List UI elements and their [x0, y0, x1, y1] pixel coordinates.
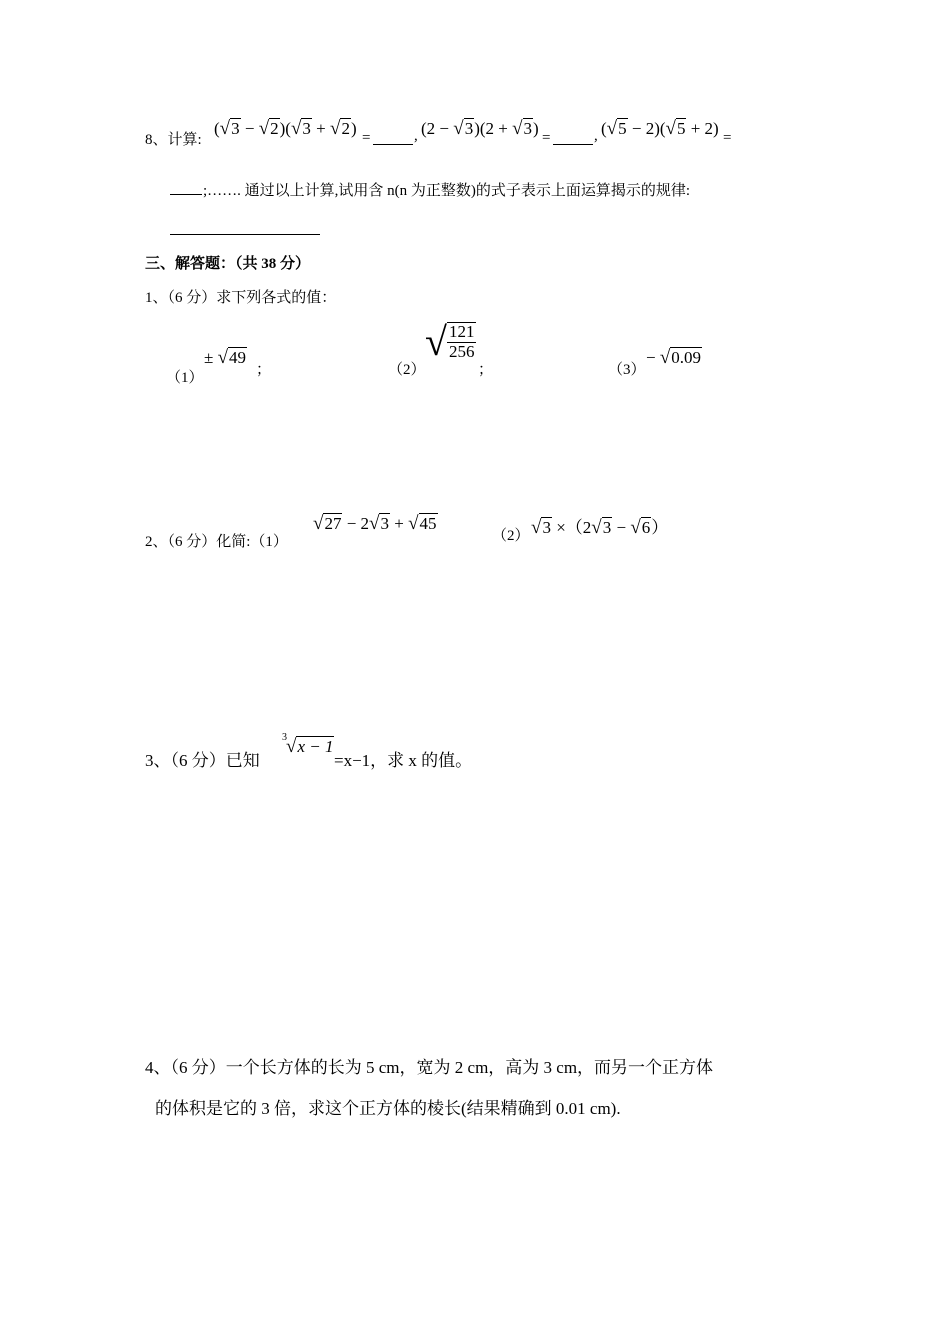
problem-1-part-2-label: （2）: [388, 362, 426, 378]
problem-1-label: 1、（6 分）求下列各式的值：: [145, 290, 337, 306]
q8-answer-blank-1[interactable]: [373, 130, 413, 145]
q8-answer-blank-3[interactable]: [170, 180, 202, 195]
q8-comma-2: ,: [594, 128, 598, 144]
problem-1-part-2-expression: √ $\frac{121}{256}$: [425, 319, 475, 364]
q8-equals-3: =: [723, 130, 732, 146]
q8-expression-3: (√5 − 2)(√5 + 2): [601, 118, 719, 139]
q8-rule-answer-blank[interactable]: [170, 220, 320, 235]
problem-1-part-1-expression: ± √49: [204, 347, 247, 368]
problem-2-part-2-label: （2）: [492, 528, 530, 544]
problem-4-line-2: 的体积是它的 3 倍，求这个正方体的棱长(结果精确到 0.01 cm).: [155, 1099, 621, 1118]
problem-1-part-1-label: （1）: [166, 370, 204, 386]
q8-expression-1: (√3 − √2)(√3 + √2): [214, 118, 357, 139]
q8-label: 8、计算:: [145, 132, 202, 148]
problem-1-part-3-label: （3）: [608, 362, 646, 378]
problem-1-part-3-expression: − √0.09: [646, 347, 702, 368]
problem-3-rest: =x−1，求 x 的值。: [334, 751, 473, 770]
q8-equals-2: =: [542, 130, 551, 146]
problem-1-part-1-semicolon: ；: [256, 362, 272, 378]
problem-2-part-1-expression: √27 − 2√3 + √45: [313, 513, 437, 534]
q8-answer-blank-2[interactable]: [553, 130, 593, 145]
problem-4-line-1: 4、（6 分）一个长方体的长为 5 cm，宽为 2 cm，高为 3 cm，而另一个正方体: [145, 1058, 714, 1077]
q8-comma-1: ,: [414, 128, 418, 144]
problem-3-cube-root: 3 √x − 1: [282, 732, 334, 757]
section-heading: 三、解答题：（共 38 分）: [145, 256, 311, 272]
q8-rule-prompt: ;……. 通过以上计算,试用含 n(n 为正整数)的式子表示上面运算揭示的规律:: [203, 183, 691, 199]
problem-3-label: 3、（6 分）已知: [145, 751, 260, 770]
problem-1-part-2-semicolon: ；: [478, 362, 494, 378]
q8-equals-1: =: [362, 130, 371, 146]
problem-2-part-2-expression: √3 ×（2√3 − √6）: [531, 517, 669, 538]
problem-2-label: 2、（6 分）化简:（1）: [145, 534, 288, 550]
q8-expression-2: (2 − √3)(2 + √3): [421, 118, 539, 139]
